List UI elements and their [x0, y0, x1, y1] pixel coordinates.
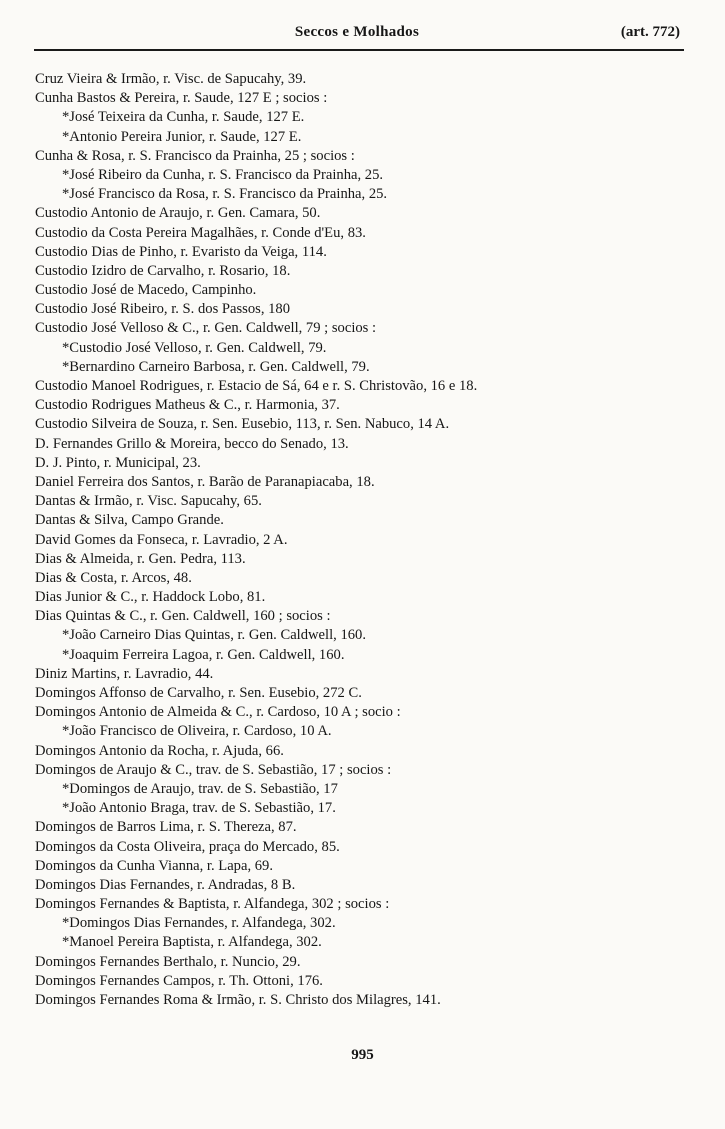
business-entry: Dias & Almeida, r. Gen. Pedra, 113.: [35, 550, 246, 567]
business-entry: Custodio Izidro de Carvalho, r. Rosario, 18.: [35, 262, 291, 279]
section-title: Seccos e Molhados: [294, 24, 420, 40]
business-entry: Domingos Fernandes Berthalo, r. Nuncio, 29.: [35, 953, 301, 970]
business-entry: D. Fernandes Grillo & Moreira, becco do Senado, 13.: [35, 435, 349, 452]
business-entry: Custodio Dias de Pinho, r. Evaristo da Veiga, 114.: [35, 243, 327, 260]
partner-entry: *João Francisco de Oliveira, r. Cardoso, 10 A.: [62, 723, 332, 740]
business-entry: Cunha & Rosa, r. S. Francisco da Prainha, 25 ; socios :: [35, 147, 355, 164]
partner-entry: *Manoel Pereira Baptista, r. Alfandega, 302.: [62, 934, 322, 951]
business-entry: Custodio José Ribeiro, r. S. dos Passos, 180: [35, 301, 291, 318]
partner-entry: *José Francisco da Rosa, r. S. Francisco da Prainha, 25.: [62, 186, 388, 203]
business-entry: Dias Quintas & C., r. Gen. Caldwell, 160 ; socios :: [35, 608, 331, 625]
business-entry: Dantas & Irmão, r. Visc. Sapucahy, 65.: [35, 493, 262, 510]
page-number: 995: [351, 1047, 374, 1063]
article-number: (art. 772): [620, 24, 680, 40]
business-entry: Domingos Fernandes Campos, r. Th. Ottoni, 176.: [35, 972, 323, 989]
partner-entry: *Bernardino Carneiro Barbosa, r. Gen. Caldwell, 79.: [62, 358, 370, 375]
business-entry: Custodio Antonio de Araujo, r. Gen. Camara, 50.: [35, 205, 321, 222]
business-entry: David Gomes da Fonseca, r. Lavradio, 2 A.: [35, 531, 288, 548]
business-entry: Custodio José de Macedo, Campinho.: [35, 282, 257, 299]
partner-entry: *João Antonio Braga, trav. de S. Sebastião, 17.: [62, 800, 336, 817]
partner-entry: *João Carneiro Dias Quintas, r. Gen. Caldwell, 160.: [62, 627, 366, 644]
business-entry: D. J. Pinto, r. Municipal, 23.: [35, 454, 201, 471]
partner-entry: *Domingos Dias Fernandes, r. Alfandega, 302.: [62, 915, 336, 932]
business-entry: Domingos Fernandes Roma & Irmão, r. S. Christo dos Milagres, 141.: [35, 992, 441, 1008]
business-entry: Domingos Fernandes & Baptista, r. Alfandega, 302 ; socios :: [35, 896, 390, 913]
business-entry: Domingos Antonio da Rocha, r. Ajuda, 66.: [35, 742, 284, 759]
business-entry: Dias & Costa, r. Arcos, 48.: [35, 569, 192, 586]
business-entry: Domingos da Costa Oliveira, praça do Mercado, 85.: [35, 838, 340, 855]
business-entry: Dantas & Silva, Campo Grande.: [35, 512, 224, 529]
entry-list: [0, 70, 725, 1010]
partner-entry: *José Teixeira da Cunha, r. Saude, 127 E.: [62, 109, 305, 126]
header-rule: [34, 49, 684, 51]
business-entry: Domingos Affonso de Carvalho, r. Sen. Eusebio, 272 C.: [35, 685, 362, 701]
business-entry: Daniel Ferreira dos Santos, r. Barão de Paranapiacaba, 18.: [35, 473, 375, 490]
partner-entry: *Domingos de Araujo, trav. de S. Sebastião, 17: [62, 780, 338, 797]
business-entry: Domingos de Barros Lima, r. S. Thereza, 87.: [35, 819, 297, 836]
business-entry: Custodio Silveira de Souza, r. Sen. Eusebio, 113, r. Sen. Nabuco, 14 A.: [35, 416, 450, 433]
business-entry: Custodio Manoel Rodrigues, r. Estacio de Sá, 64 e r. S. Christovão, 16 e 18.: [35, 378, 478, 394]
business-entry: Domingos de Araujo & C., trav. de S. Sebastião, 17 ; socios :: [35, 761, 392, 778]
business-entry: Custodio da Costa Pereira Magalhães, r. Conde d'Eu, 83.: [35, 224, 366, 241]
business-entry: Dias Junior & C., r. Haddock Lobo, 81.: [35, 589, 266, 606]
partner-entry: *Custodio José Velloso, r. Gen. Caldwell, 79.: [62, 339, 327, 356]
business-entry: Cunha Bastos & Pereira, r. Saude, 127 E ; socios :: [35, 90, 328, 107]
partner-entry: *José Ribeiro da Cunha, r. S. Francisco da Prainha, 25.: [62, 166, 384, 183]
business-entry: Custodio José Velloso & C., r. Gen. Caldwell, 79 ; socios :: [35, 320, 377, 337]
partner-entry: *Joaquim Ferreira Lagoa, r. Gen. Caldwell, 160.: [62, 646, 345, 663]
business-entry: Cruz Vieira & Irmão, r. Visc. de Sapucahy, 39.: [35, 71, 307, 87]
business-entry: Diniz Martins, r. Lavradio, 44.: [35, 665, 214, 682]
business-entry: Domingos Antonio de Almeida & C., r. Cardoso, 10 A ; socio :: [35, 704, 401, 721]
page-header: [34, 24, 680, 46]
business-entry: Domingos da Cunha Vianna, r. Lapa, 69.: [35, 857, 273, 874]
business-entry: Domingos Dias Fernandes, r. Andradas, 8 B.: [35, 876, 296, 893]
business-entry: Custodio Rodrigues Matheus & C., r. Harmonia, 37.: [35, 397, 340, 414]
partner-entry: *Antonio Pereira Junior, r. Saude, 127 E.: [62, 128, 302, 145]
